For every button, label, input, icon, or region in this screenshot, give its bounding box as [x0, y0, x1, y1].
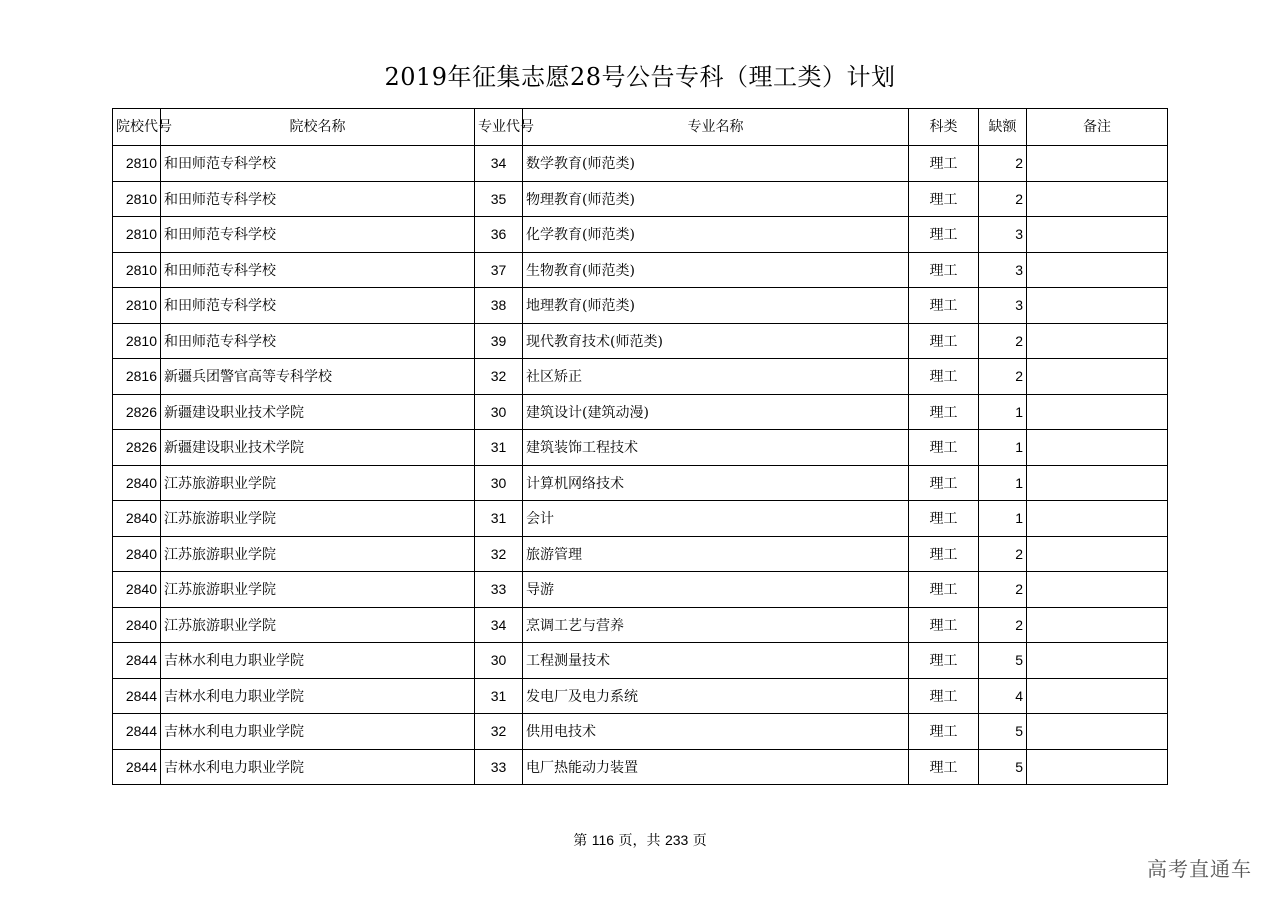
page-title: 2019年征集志愿28号公告专科（理工类）计划	[384, 63, 896, 91]
table-row	[113, 217, 1168, 253]
table-row	[113, 714, 1168, 750]
cell-category: 理工	[909, 536, 979, 572]
cell-school-name: 新疆兵团警官高等专科学校	[161, 359, 475, 395]
cell-quota: 3	[979, 288, 1027, 324]
header-row	[113, 109, 1168, 146]
cell-school-code: 2810	[113, 323, 161, 359]
cell-school-code: 2844	[113, 749, 161, 785]
cell-school-name: 吉林水利电力职业学院	[161, 714, 475, 750]
cell-school-name: 江苏旅游职业学院	[161, 572, 475, 608]
cell-major-name: 导游	[523, 572, 909, 608]
cell-school-code: 2840	[113, 607, 161, 643]
cell-school-code: 2840	[113, 536, 161, 572]
cell-school-code: 2844	[113, 714, 161, 750]
cell-remark	[1027, 359, 1168, 395]
cell-school-code: 2826	[113, 394, 161, 430]
cell-school-name: 新疆建设职业技术学院	[161, 430, 475, 466]
header-category: 科类	[909, 109, 979, 146]
cell-major-code: 31	[475, 430, 523, 466]
cell-school-name: 江苏旅游职业学院	[161, 607, 475, 643]
header-remark: 备注	[1027, 109, 1168, 146]
cell-major-code: 33	[475, 749, 523, 785]
cell-school-name: 江苏旅游职业学院	[161, 536, 475, 572]
cell-category: 理工	[909, 323, 979, 359]
page-footer	[0, 830, 1280, 850]
cell-major-code: 33	[475, 572, 523, 608]
cell-major-name: 电厂热能动力装置	[523, 749, 909, 785]
cell-major-code: 34	[475, 607, 523, 643]
cell-remark	[1027, 749, 1168, 785]
cell-category: 理工	[909, 465, 979, 501]
cell-category: 理工	[909, 252, 979, 288]
table-row	[113, 252, 1168, 288]
cell-major-code: 32	[475, 359, 523, 395]
cell-category: 理工	[909, 288, 979, 324]
table-row	[113, 749, 1168, 785]
cell-major-name: 供用电技术	[523, 714, 909, 750]
cell-major-code: 37	[475, 252, 523, 288]
plan-table	[112, 108, 1168, 785]
cell-school-code: 2810	[113, 217, 161, 253]
cell-quota: 2	[979, 146, 1027, 182]
cell-category: 理工	[909, 678, 979, 714]
cell-major-name: 建筑设计(建筑动漫)	[523, 394, 909, 430]
watermark: 高考直通车	[1147, 857, 1252, 881]
footer-suffix: 页	[692, 833, 707, 849]
table-row	[113, 394, 1168, 430]
cell-category: 理工	[909, 572, 979, 608]
cell-quota: 1	[979, 430, 1027, 466]
cell-school-code: 2816	[113, 359, 161, 395]
cell-quota: 1	[979, 394, 1027, 430]
cell-major-code: 35	[475, 181, 523, 217]
cell-remark	[1027, 643, 1168, 679]
cell-major-code: 30	[475, 643, 523, 679]
cell-remark	[1027, 536, 1168, 572]
cell-category: 理工	[909, 714, 979, 750]
cell-remark	[1027, 217, 1168, 253]
table-row	[113, 430, 1168, 466]
cell-school-name: 江苏旅游职业学院	[161, 501, 475, 537]
cell-major-name: 烹调工艺与营养	[523, 607, 909, 643]
header-major-name: 专业名称	[523, 109, 909, 146]
table-row	[113, 465, 1168, 501]
cell-quota: 2	[979, 323, 1027, 359]
cell-major-name: 建筑装饰工程技术	[523, 430, 909, 466]
cell-school-code: 2844	[113, 678, 161, 714]
cell-category: 理工	[909, 217, 979, 253]
cell-school-code: 2810	[113, 252, 161, 288]
cell-remark	[1027, 288, 1168, 324]
cell-major-name: 现代教育技术(师范类)	[523, 323, 909, 359]
cell-category: 理工	[909, 430, 979, 466]
cell-remark	[1027, 252, 1168, 288]
cell-school-code: 2810	[113, 181, 161, 217]
cell-school-name: 和田师范专科学校	[161, 217, 475, 253]
cell-quota: 2	[979, 181, 1027, 217]
cell-quota: 2	[979, 607, 1027, 643]
cell-category: 理工	[909, 146, 979, 182]
cell-remark	[1027, 181, 1168, 217]
header-quota: 缺额	[979, 109, 1027, 146]
cell-school-code: 2826	[113, 430, 161, 466]
cell-major-code: 30	[475, 394, 523, 430]
cell-school-code: 2810	[113, 288, 161, 324]
cell-school-name: 和田师范专科学校	[161, 323, 475, 359]
cell-major-name: 发电厂及电力系统	[523, 678, 909, 714]
cell-category: 理工	[909, 501, 979, 537]
cell-quota: 5	[979, 749, 1027, 785]
cell-category: 理工	[909, 181, 979, 217]
cell-category: 理工	[909, 643, 979, 679]
cell-remark	[1027, 714, 1168, 750]
cell-major-code: 34	[475, 146, 523, 182]
cell-school-code: 2844	[113, 643, 161, 679]
table-row	[113, 323, 1168, 359]
cell-major-code: 32	[475, 536, 523, 572]
cell-major-name: 数学教育(师范类)	[523, 146, 909, 182]
cell-quota: 3	[979, 217, 1027, 253]
table-row	[113, 288, 1168, 324]
cell-major-code: 38	[475, 288, 523, 324]
cell-major-code: 31	[475, 501, 523, 537]
cell-category: 理工	[909, 749, 979, 785]
cell-remark	[1027, 394, 1168, 430]
header-major-code: 专业代号	[475, 109, 523, 146]
cell-major-code: 30	[475, 465, 523, 501]
cell-quota: 3	[979, 252, 1027, 288]
table-row	[113, 536, 1168, 572]
cell-major-name: 工程测量技术	[523, 643, 909, 679]
cell-quota: 5	[979, 714, 1027, 750]
cell-major-name: 计算机网络技术	[523, 465, 909, 501]
table-row	[113, 181, 1168, 217]
cell-school-name: 吉林水利电力职业学院	[161, 749, 475, 785]
cell-remark	[1027, 430, 1168, 466]
cell-school-code: 2840	[113, 501, 161, 537]
cell-category: 理工	[909, 359, 979, 395]
cell-major-name: 地理教育(师范类)	[523, 288, 909, 324]
cell-school-code: 2840	[113, 465, 161, 501]
cell-school-name: 和田师范专科学校	[161, 181, 475, 217]
cell-remark	[1027, 323, 1168, 359]
cell-school-name: 和田师范专科学校	[161, 252, 475, 288]
cell-major-name: 会计	[523, 501, 909, 537]
cell-remark	[1027, 501, 1168, 537]
cell-quota: 2	[979, 359, 1027, 395]
cell-remark	[1027, 572, 1168, 608]
header-school-name: 院校名称	[161, 109, 475, 146]
cell-remark	[1027, 607, 1168, 643]
cell-category: 理工	[909, 394, 979, 430]
cell-major-code: 39	[475, 323, 523, 359]
cell-major-name: 旅游管理	[523, 536, 909, 572]
cell-major-code: 32	[475, 714, 523, 750]
footer-page-number: 116	[591, 832, 615, 848]
cell-major-name: 物理教育(师范类)	[523, 181, 909, 217]
table-row	[113, 643, 1168, 679]
cell-major-name: 生物教育(师范类)	[523, 252, 909, 288]
cell-quota: 5	[979, 643, 1027, 679]
footer-mid: 页，共	[618, 833, 661, 849]
table-row	[113, 572, 1168, 608]
cell-remark	[1027, 465, 1168, 501]
cell-quota: 2	[979, 572, 1027, 608]
cell-quota: 1	[979, 465, 1027, 501]
cell-major-name: 化学教育(师范类)	[523, 217, 909, 253]
cell-major-name: 社区矫正	[523, 359, 909, 395]
cell-remark	[1027, 678, 1168, 714]
table-row	[113, 146, 1168, 182]
cell-school-code: 2840	[113, 572, 161, 608]
footer-prefix: 第	[573, 833, 588, 849]
table-row	[113, 607, 1168, 643]
header-school-code: 院校代号	[113, 109, 161, 146]
cell-quota: 1	[979, 501, 1027, 537]
cell-school-name: 和田师范专科学校	[161, 288, 475, 324]
table-row	[113, 501, 1168, 537]
cell-school-code: 2810	[113, 146, 161, 182]
cell-major-code: 36	[475, 217, 523, 253]
cell-quota: 2	[979, 536, 1027, 572]
table-row	[113, 359, 1168, 395]
cell-school-name: 和田师范专科学校	[161, 146, 475, 182]
cell-major-code: 31	[475, 678, 523, 714]
cell-remark	[1027, 146, 1168, 182]
cell-quota: 4	[979, 678, 1027, 714]
cell-school-name: 新疆建设职业技术学院	[161, 394, 475, 430]
footer-total-pages: 233	[664, 832, 689, 848]
cell-school-name: 江苏旅游职业学院	[161, 465, 475, 501]
cell-school-name: 吉林水利电力职业学院	[161, 643, 475, 679]
cell-school-name: 吉林水利电力职业学院	[161, 678, 475, 714]
table-row	[113, 678, 1168, 714]
cell-category: 理工	[909, 607, 979, 643]
